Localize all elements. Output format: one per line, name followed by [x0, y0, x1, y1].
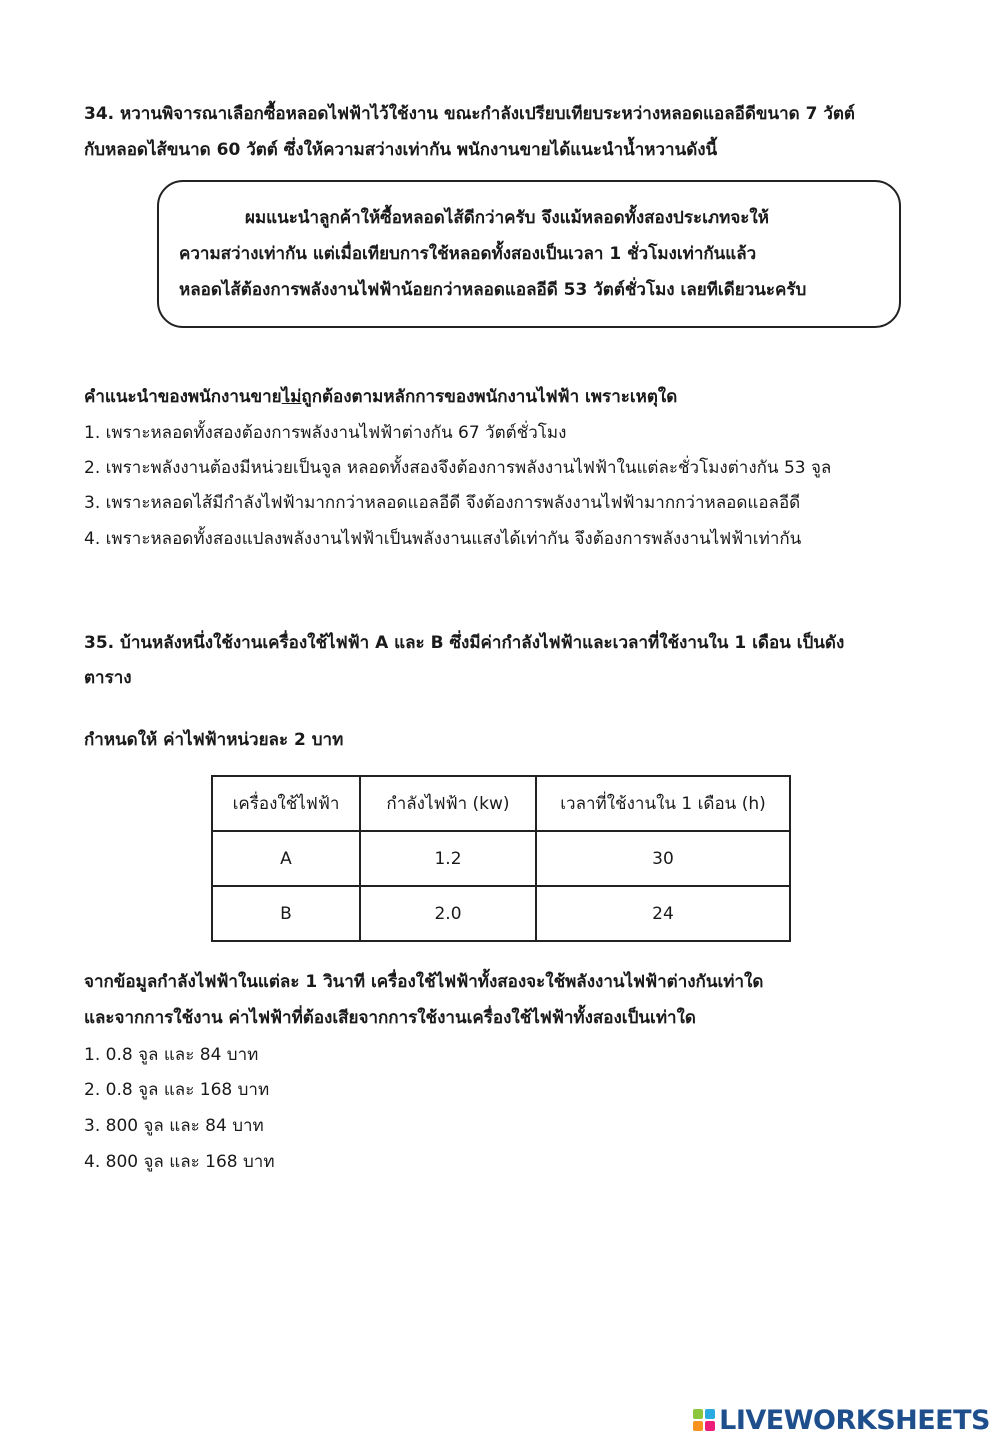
table-cell: 2.0 [360, 886, 536, 941]
q34-option-1[interactable]: 1. เพราะหลอดทั้งสองต้องการพลังงานไฟฟ้าต่างกัน 67 วัตต์ชั่วโมง [84, 423, 567, 443]
q35-option-1[interactable]: 1. 0.8 จูล และ 84 บาท [84, 1045, 259, 1065]
q34-question [84, 383, 677, 410]
q34-question-post: ถูกต้องตามหลักการของพนักงานไฟฟ้า เพราะเหตุใด [301, 387, 678, 407]
table-row [212, 831, 790, 886]
table-cell: 1.2 [360, 831, 536, 886]
q34-option-2[interactable]: 2. เพราะพลังงานต้องมีหน่วยเป็นจูล หลอดทั้งสองจึงต้องการพลังงานไฟฟ้าในแต่ละชั่วโมงต่างกัน 53 จูล [84, 458, 832, 478]
brand-name: LIVEWORKSHEETS [719, 1404, 990, 1436]
q34-title-line2: กับหลอดไส้ขนาด 60 วัตต์ ซึ่งให้ความสว่างเท่ากัน พนักงานขายได้แนะนำน้ำหวานดังนี้ [84, 140, 718, 160]
q35-option-2[interactable]: 2. 0.8 จูล และ 168 บาท [84, 1080, 270, 1100]
liveworksheets-logo[interactable] [693, 1402, 990, 1438]
table-cell: 24 [536, 886, 790, 941]
table-cell: 30 [536, 831, 790, 886]
q34-option-4[interactable]: 4. เพราะหลอดทั้งสองแปลงพลังงานไฟฟ้าเป็นพลังงานแสงได้เท่ากัน จึงต้องการพลังงานไฟฟ้าเท่ากัน [84, 529, 802, 549]
logo-icon [693, 1409, 715, 1431]
quote-line-2: ความสว่างเท่ากัน แต่เมื่อเทียบการใช้หลอดทั้งสองเป็นเวลา 1 ชั่วโมงเท่ากันแล้ว [179, 244, 757, 264]
table-header-cell: เครื่องใช้ไฟฟ้า [212, 776, 360, 831]
q35-title-line2: ตาราง [84, 668, 132, 688]
q35-question-line1: จากข้อมูลกำลังไฟฟ้าในแต่ละ 1 วินาที เครื่องใช้ไฟฟ้าทั้งสองจะใช้พลังงานไฟฟ้าต่างกันเท่าใด [84, 972, 764, 992]
q35-option-3[interactable]: 3. 800 จูล และ 84 บาท [84, 1116, 264, 1136]
table-header-row [212, 776, 790, 831]
quote-line-3: หลอดไส้ต้องการพลังงานไฟฟ้าน้อยกว่าหลอดแอลอีดี 53 วัตต์ชั่วโมง เลยทีเดียวนะครับ [179, 280, 807, 300]
q34-question-underlined: ไม่ [281, 387, 302, 407]
q35-title-line1: 35. บ้านหลังหนึ่งใช้งานเครื่องใช้ไฟฟ้า A และ B ซึ่งมีค่ากำลังไฟฟ้าและเวลาที่ใช้งานใน 1 เดือน เป็นดัง [84, 633, 845, 653]
q35-option-4[interactable]: 4. 800 จูล และ 168 บาท [84, 1152, 275, 1172]
salesperson-quote-box [157, 180, 901, 328]
table-cell: A [212, 831, 360, 886]
quote-line-1: ผมแนะนำลูกค้าให้ซื้อหลอดไส้ดีกว่าครับ จึงแม้หลอดทั้งสองประเภทจะให้ [245, 208, 769, 228]
appliance-table [211, 775, 791, 942]
table-row [212, 886, 790, 941]
table-header-cell: กำลังไฟฟ้า (kw) [360, 776, 536, 831]
q34-option-3[interactable]: 3. เพราะหลอดไส้มีกำลังไฟฟ้ามากกว่าหลอดแอลอีดี จึงต้องการพลังงานไฟฟ้ามากกว่าหลอดแอลอีดี [84, 493, 801, 513]
q34-title-line1: 34. หวานพิจารณาเลือกซื้อหลอดไฟฟ้าไว้ใช้งาน ขณะกำลังเปรียบเทียบระหว่างหลอดแอลอีดีขนาด 7 วัตต์ [84, 104, 855, 124]
table-cell: B [212, 886, 360, 941]
table-header-cell: เวลาที่ใช้งานใน 1 เดือน (h) [536, 776, 790, 831]
q35-given: กำหนดให้ ค่าไฟฟ้าหน่วยละ 2 บาท [84, 730, 344, 750]
q35-question-line2: และจากการใช้งาน ค่าไฟฟ้าที่ต้องเสียจากการใช้งานเครื่องใช้ไฟฟ้าทั้งสองเป็นเท่าใด [84, 1008, 696, 1028]
q34-question-pre: คำแนะนำของพนักงานขาย [84, 387, 282, 407]
